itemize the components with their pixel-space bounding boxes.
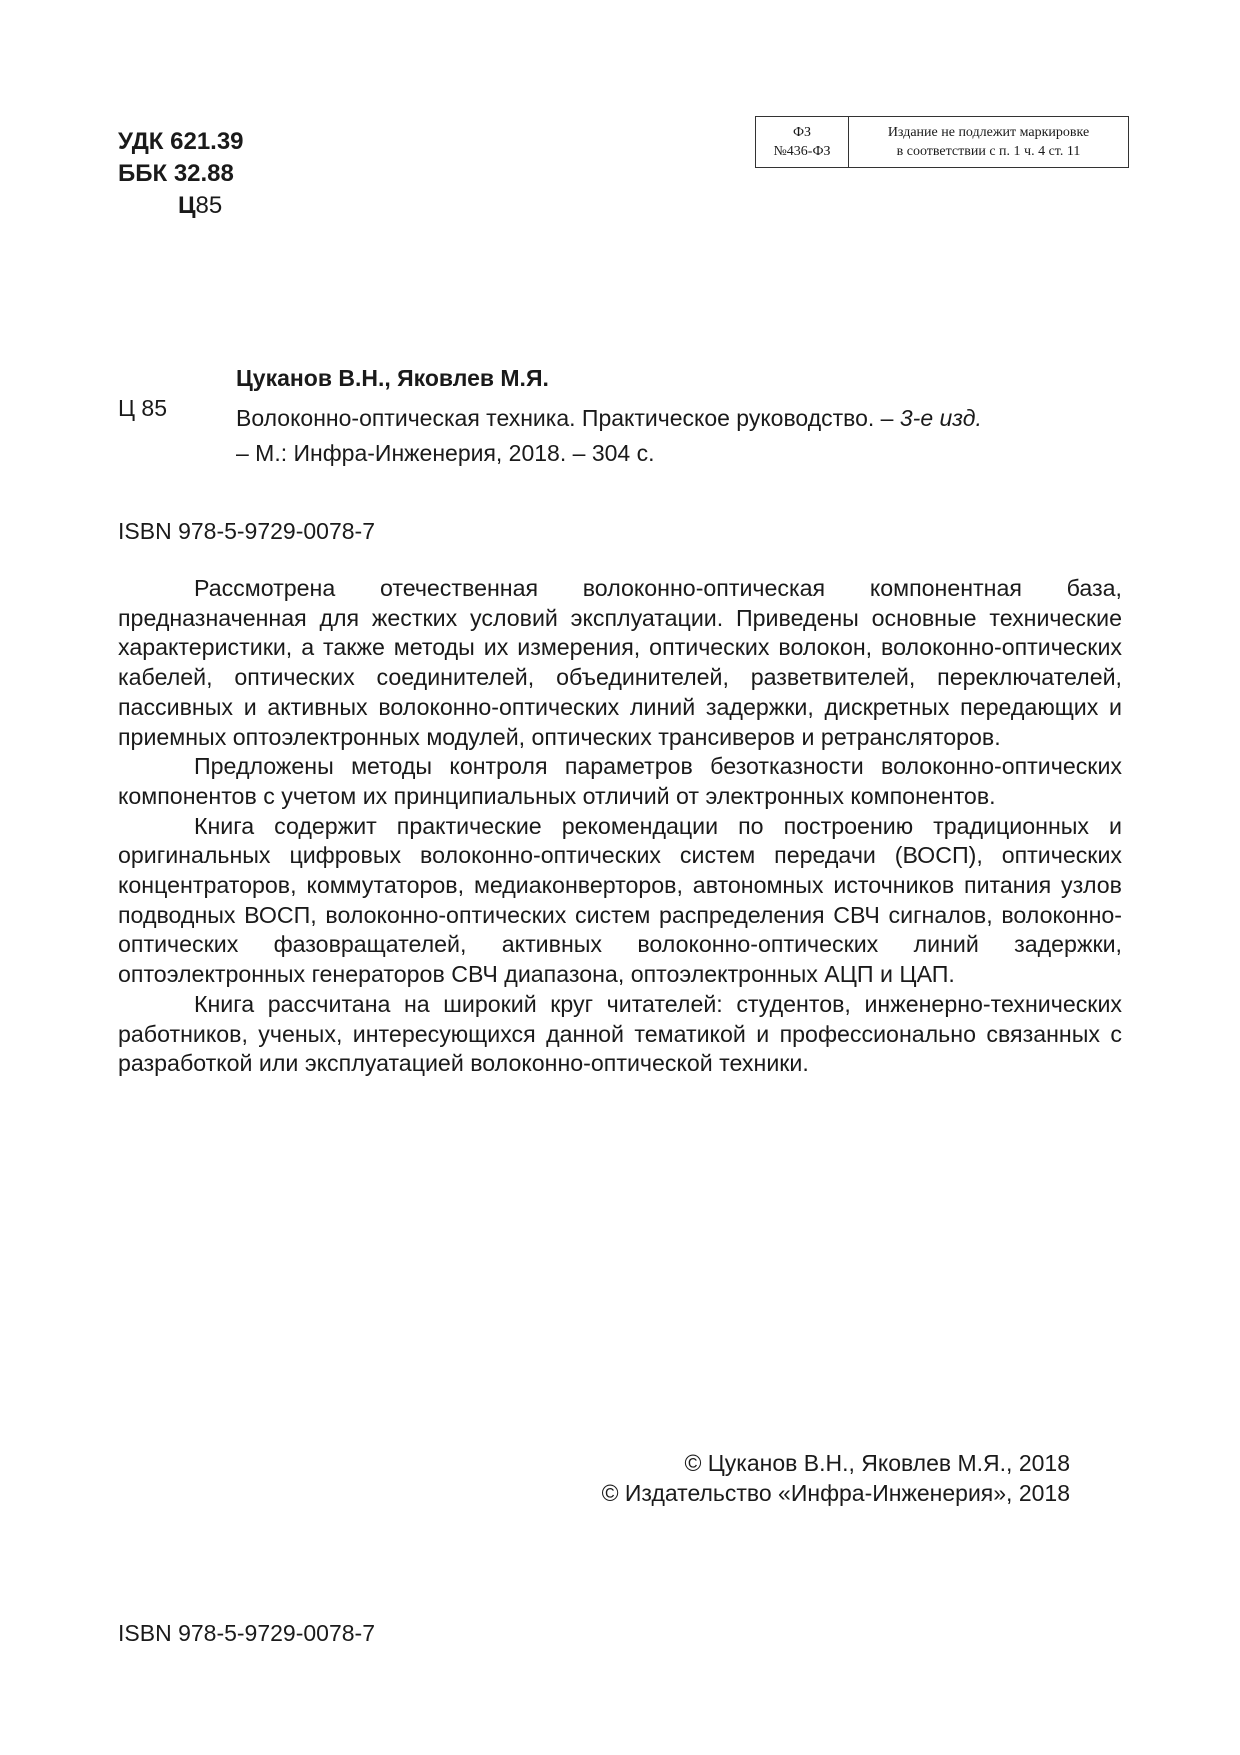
abstract bbox=[118, 574, 1122, 1079]
author-mark-letter: Ц bbox=[178, 192, 196, 219]
copyright-authors: © Цуканов В.Н., Яковлев М.Я., 2018 bbox=[684, 1450, 1070, 1476]
author-mark bbox=[118, 190, 244, 222]
fz-note-line-2: в соответствии с п. 1 ч. 4 ст. 11 bbox=[896, 144, 1081, 159]
book-title: Волоконно-оптическая техника. Практическое руководство. – bbox=[236, 405, 900, 431]
isbn-bottom: ISBN 978-5-9729-0078-7 bbox=[118, 1620, 375, 1646]
fz-number: №436-ФЗ bbox=[773, 144, 831, 159]
isbn-top: ISBN 978-5-9729-0078-7 bbox=[118, 518, 375, 544]
fz-note-cell bbox=[849, 117, 1128, 167]
abstract-paragraph: Предложены методы контроля параметров безотказности волоконно-оптических компонентов с учетом их принципиальных отличий от электронных компонентов. bbox=[118, 753, 1122, 809]
author-code: Ц 85 bbox=[118, 395, 167, 421]
edition: 3-е изд. bbox=[899, 405, 982, 431]
authors: Цуканов В.Н., Яковлев М.Я. bbox=[236, 365, 549, 391]
author-mark-number: 85 bbox=[195, 192, 223, 219]
publication-info: – М.: Инфра-Инженерия, 2018. – 304 с. bbox=[236, 440, 655, 466]
fz-note-line-1: Издание не подлежит маркировке bbox=[887, 125, 1090, 140]
copyright-block bbox=[540, 1448, 1070, 1508]
fz-law-cell bbox=[756, 117, 849, 167]
book-title-line bbox=[236, 405, 982, 432]
copyright-publisher: © Издательство «Инфра-Инженерия», 2018 bbox=[601, 1480, 1070, 1506]
abstract-paragraph: Книга содержит практические рекомендации по построению традиционных и оригинальных цифровых волоконно-оптических систем передачи (ВОСП), оптических концентраторов, коммутаторов, медиаконверторов, автономных источников питания узлов подводных ВОСП, волоконно-оптических систем распределения СВЧ сигналов, волоконно-оптических фазовращателей, активных волоконно-оптических линий задержки, оптоэлектронных генераторов СВЧ диапазона, оптоэлектронных АЦП и ЦАП. bbox=[118, 812, 1122, 988]
abstract-paragraph: Рассмотрена отечественная волоконно-оптическая компонентная база, предназначенная для жестких условий эксплуатации. Приведены основные технические характеристики, а также методы их измерения, оптических волокон, волоконно-оптических кабелей, оптических соединителей, объединителей, разветвителей, переключателей, пассивных и активных волоконно-оптических линий задержки, дискретных передающих и приемных оптоэлектронных модулей, оптических трансиверов и ретрансляторов. bbox=[118, 575, 1122, 750]
classification-block bbox=[118, 126, 244, 222]
bbk-code: ББК 32.88 bbox=[118, 160, 234, 187]
fz-label: ФЗ bbox=[792, 125, 812, 140]
abstract-paragraph: Книга рассчитана на широкий круг читателей: студентов, инженерно-технических работников, ученых, интересующихся данной тематикой и профессионально связанных с разработкой или эксплуатацией волоконно-оптической техники. bbox=[118, 990, 1122, 1077]
udk-code: УДК 621.39 bbox=[118, 128, 244, 155]
fz-marking-box bbox=[755, 116, 1129, 168]
